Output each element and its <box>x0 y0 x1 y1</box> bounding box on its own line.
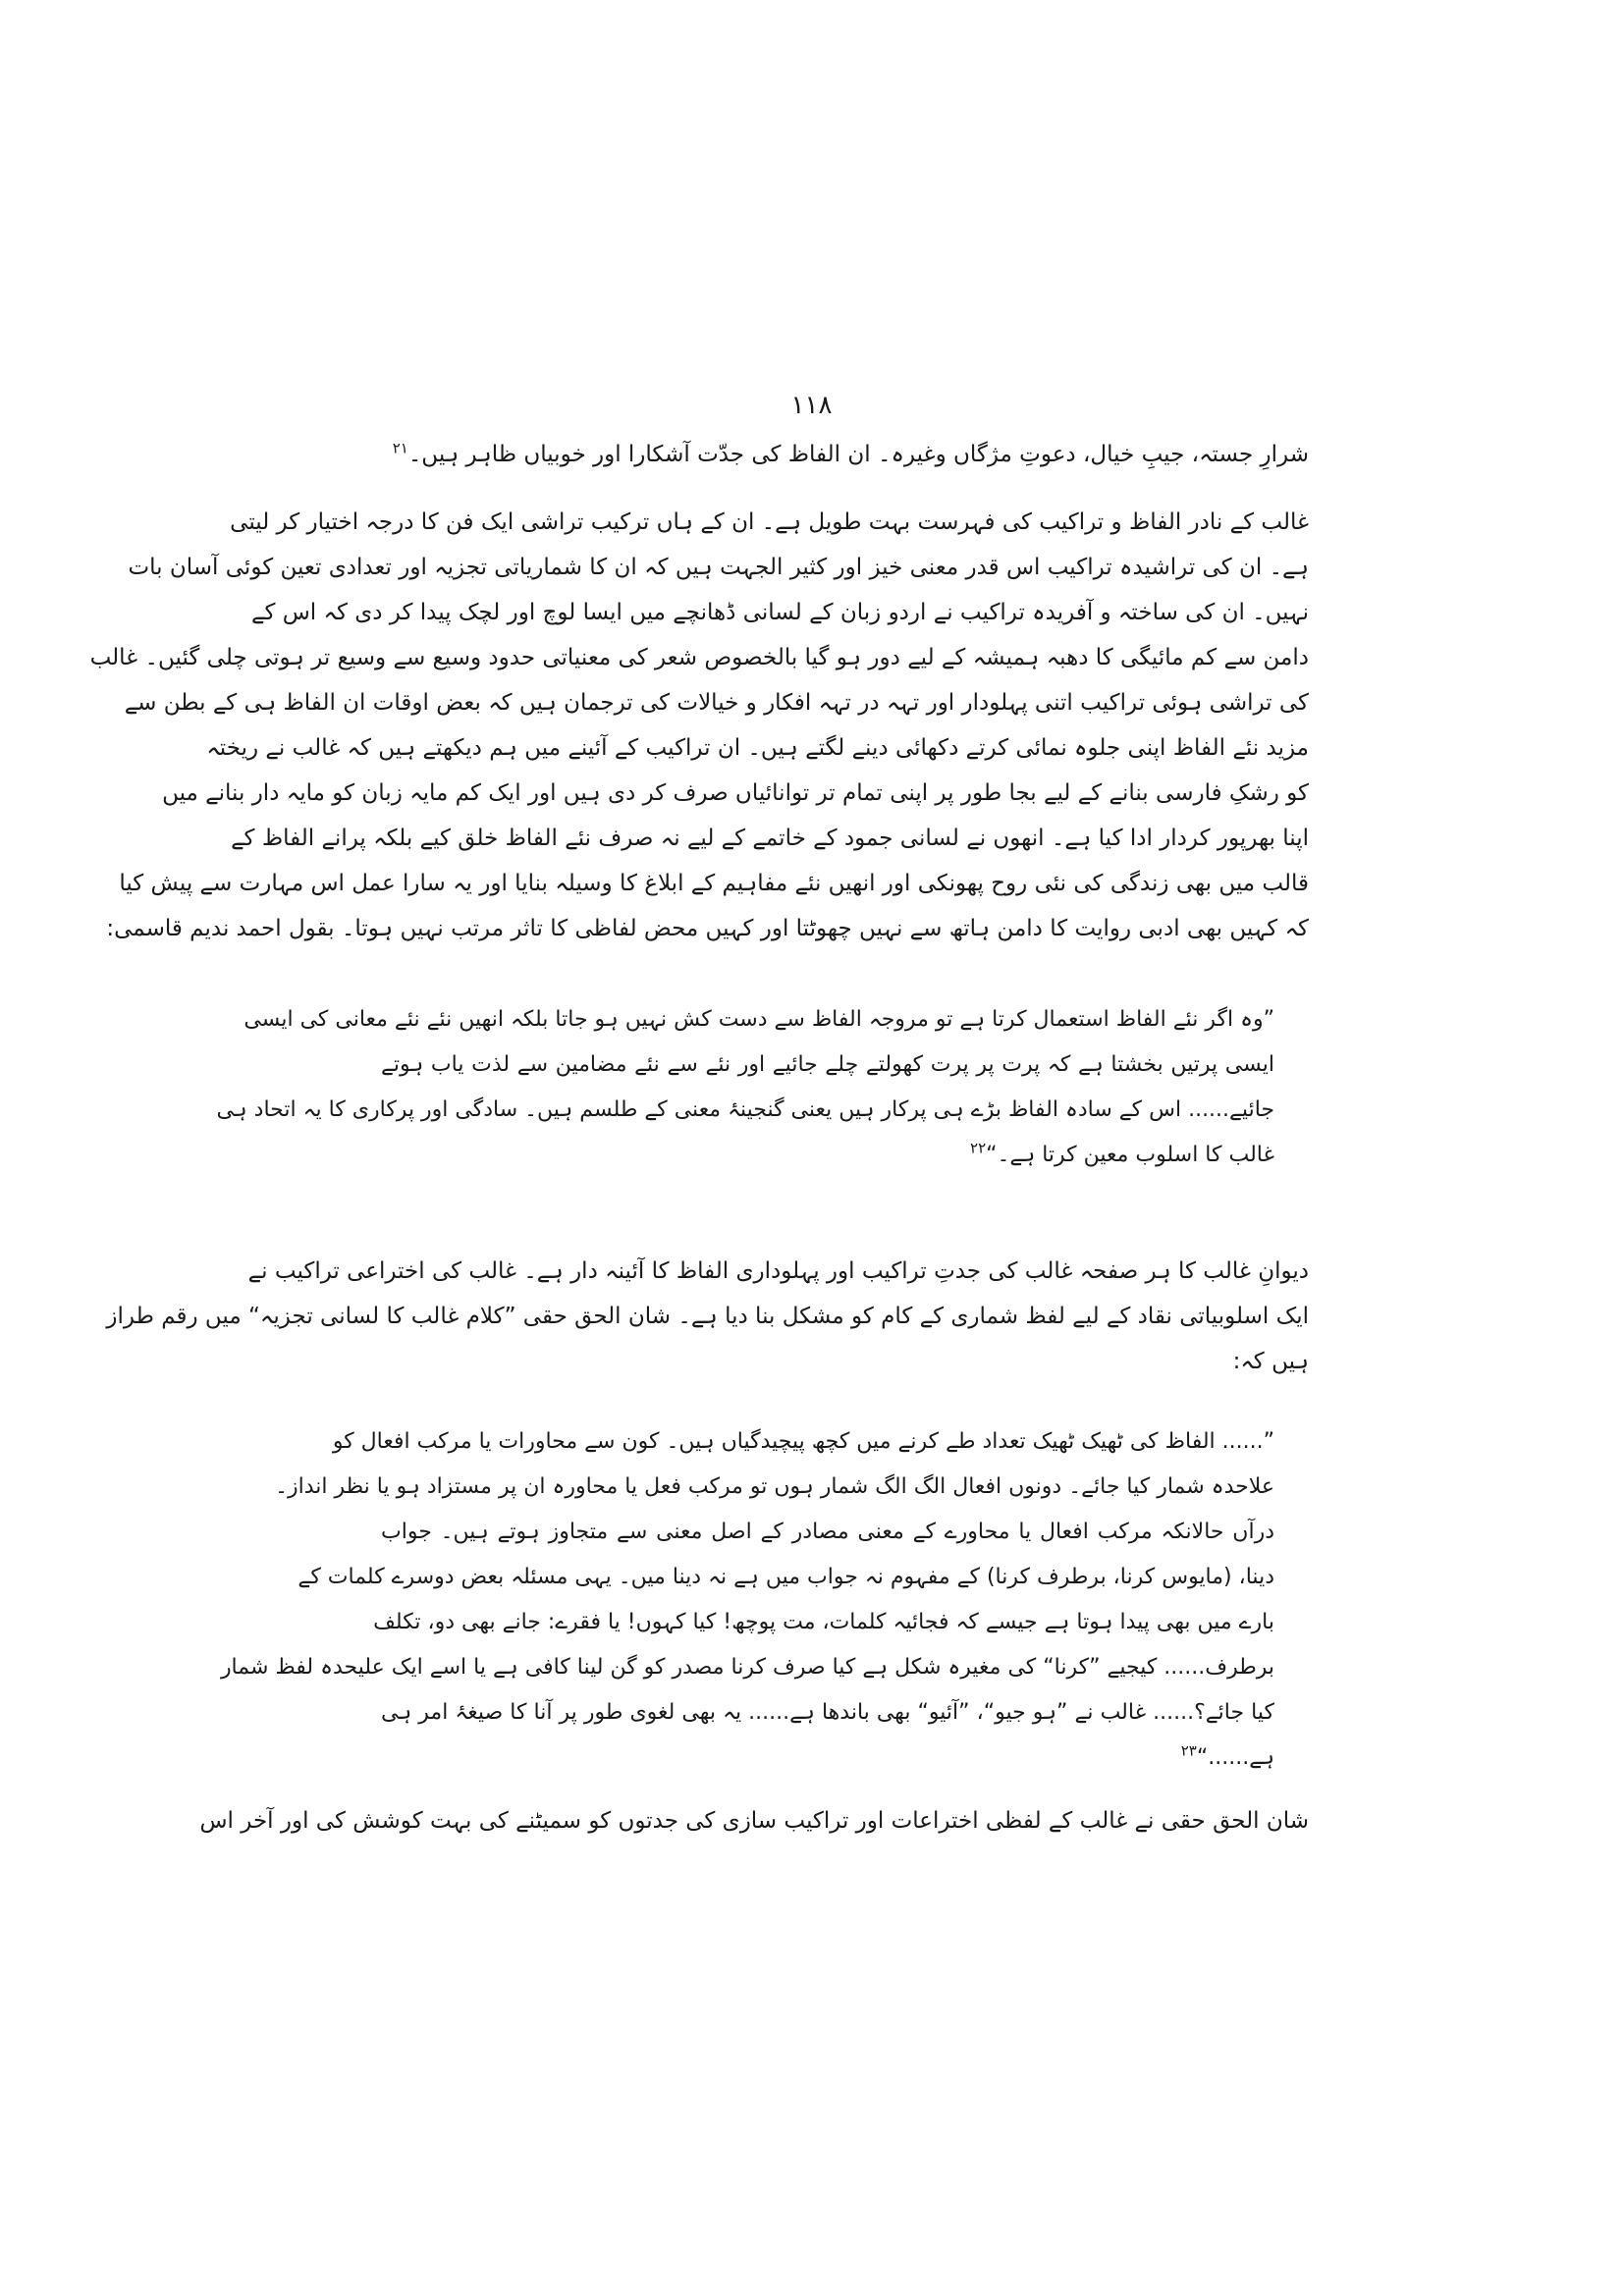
paragraph-line: ہیں کہ: <box>1232 1349 1309 1374</box>
quote-line: جائیے...... اس کے سادہ الفاظ بڑے ہی پرکار ہیں یعنی گنجینۂ معنی کے طلسم ہیں۔ سادگی اور پرکاری کا یہ اتحاد ہی <box>216 1097 1274 1122</box>
page-number: ۱۱۸ <box>790 391 833 420</box>
paragraph-line: کی تراشی ہوئی تراکیب اتنی پہلودار اور تہہ در تہہ افکار و خیالات کی ترجمان ہیں کہ بعض اوقات ان الفاظ ہی کے بطن سے <box>124 690 1309 716</box>
paragraph-line: غالب کے نادر الفاظ و تراکیب کی فہرست بہت طویل ہے۔ ان کے ہاں ترکیب تراشی ایک فن کا درجہ اختیار کر لیتی <box>230 509 1309 535</box>
quote-line: ”...... الفاظ کی ٹھیک ٹھیک تعداد طے کرنے میں کچھ پیچیدگیاں ہیں۔ کون سے محاورات یا مرکب افعال کو <box>332 1429 1274 1454</box>
paragraph-line: اپنا بھرپور کردار ادا کیا ہے۔ انھوں نے لسانی جمود کے خاتمے کے لیے نہ صرف نئے الفاظ خلق کیے بلکہ پرانے الفاظ کے <box>231 826 1309 851</box>
paragraph-line: مزید نئے الفاظ اپنی جلوہ نمائی کرتے دکھائی دینے لگتے ہیں۔ ان تراکیب کے آئینے میں ہم دیکھتے ہیں کہ غالب نے ریختہ <box>206 735 1309 761</box>
paragraph-line: دیوانِ غالب کا ہر صفحہ غالب کی جدتِ تراکیب اور پہلوداری الفاظ کا آئینہ دار ہے۔ غالب کی اختراعی تراکیب نے <box>247 1258 1309 1284</box>
paragraph-line: ہے۔ ان کی تراشیدہ تراکیب اس قدر معنی خیز اور کثیر الجہت ہیں کہ ان کا شماریاتی تجزیہ اور تعدادی تعین کوئی آسان بات <box>128 555 1309 580</box>
quote-line: کیا جائے؟...... غالب نے ”ہو جیو“، ”آئیو“ بھی باندھا ہے...... یہ بھی لغوی طور پر آنا کا صیغۂ امر ہی <box>381 1700 1274 1725</box>
quote-line: بارے میں بھی پیدا ہوتا ہے جیسے کہ فجائیہ کلمات، مت پوچھ! کیا کہوں! یا فقرے: جانے بھی دو، تکلف <box>373 1610 1274 1634</box>
paragraph-line: نہیں۔ ان کی ساختہ و آفریدہ تراکیب نے اردو زبان کے لسانی ڈھانچے میں ایسا لوچ اور لچک پیدا کر دی کہ اس کے <box>250 600 1309 625</box>
footnote-marker: ۲۱ <box>392 439 408 457</box>
block-quote-qasmi <box>216 997 1274 1178</box>
paragraph-line: ایک اسلوبیاتی نقاد کے لیے لفظ شماری کے کام کو مشکل بنا دیا ہے۔ شان الحق حقی ”کلام غالب کا لسانی تجزیہ“ میں رقم طراز <box>106 1304 1309 1329</box>
paragraph-line: شان الحق حقی نے غالب کے لفظی اختراعات اور تراکیب سازی کی جدتوں کو سمیٹنے کی بہت کوشش کی اور آخر اس <box>199 1808 1309 1834</box>
quote-line: ہے......“$^{۲۳}$ <box>1180 1741 1274 1770</box>
quote-line: ”وہ اگر نئے الفاظ استعمال کرتا ہے تو مروجہ الفاظ سے دست کش نہیں ہو جاتا بلکہ انھیں نئے نئے معانی کی ایسی <box>243 1007 1274 1032</box>
quote-line: برطرف...... کیجیے ”کرنا“ کی مغیرہ شکل ہے کیا صرف کرنا مصدر کو گن لینا کافی ہے یا اسے ایک علیحدہ لفظ شمار <box>220 1655 1274 1680</box>
paragraph-line: قالب میں بھی زندگی کی نئی روح پھونکی اور انھیں نئے مفاہیم کے ابلاغ کا وسیلہ بنایا اور یہ سارا عمل اس مہارت سے پیش کیا <box>119 871 1309 896</box>
quote-line: ایسی پرتیں بخشتا ہے کہ پرت پر پرت کھولتے چلے جائیے اور نئے سے نئے مضامین سے لذت یاب ہوتے <box>381 1052 1274 1077</box>
paragraph-ghalib-vocabulary <box>89 500 1309 951</box>
paragraph-line: شرارِ جستہ، جیبِ خیال، دعوتِ مژگاں وغیرہ۔ ان الفاظ کی جدّت آشکارا اور خوبیاں ظاہر ہیں۔$^{۲۱}$ <box>392 439 1309 467</box>
quote-line: علاحدہ شمار کیا جائے۔ دونوں افعال الگ الگ شمار ہوں تو مرکب فعل یا محاورہ ان پر مستزاد ہو یا نظر انداز۔ <box>275 1474 1274 1499</box>
paragraph-line: کو رشکِ فارسی بنانے کے لیے بجا طور پر اپنی تمام تر توانائیاں صرف کر دی ہیں اور ایک کم مایہ زبان کو مایہ دار بنانے میں <box>162 780 1309 806</box>
paragraph-closing <box>199 1798 1309 1843</box>
block-quote-haqqi <box>220 1419 1274 1781</box>
quote-line: درآں حالانکہ مرکب افعال یا محاورے کے معنی مصادر کے اصل معنی سے متجاوز ہوتے ہیں۔ جواب <box>381 1520 1274 1544</box>
footnote-marker: ۲۳ <box>1180 1741 1197 1760</box>
footnote-marker: ۲۲ <box>970 1139 987 1157</box>
quote-line: دینا، (مایوس کرنا، برطرف کرنا) کے مفہوم نہ جواب میں ہے نہ دینا میں۔ یہی مسئلہ بعض دوسرے کلمات کے <box>298 1565 1274 1589</box>
quote-line: غالب کا اسلوب معین کرتا ہے۔“$^{۲۲}$ <box>970 1139 1274 1167</box>
paragraph-line: دامن سے کم مائیگی کا دھبہ ہمیشہ کے لیے دور ہو گیا بالخصوص شعر کی معنیاتی حدود وسیع سے وسیع تر ہوتی چلی گئیں۔ غالب <box>89 645 1309 670</box>
paragraph-diwan <box>106 1249 1309 1384</box>
paragraph-opening <box>317 432 1309 477</box>
paragraph-line: کہ کہیں بھی ادبی روایت کا دامن ہاتھ سے نہیں چھوٹتا اور کہیں محض لفاظی کا تاثر مرتب نہیں ہوتا۔ بقول احمد ندیم قاسمی: <box>106 916 1309 941</box>
